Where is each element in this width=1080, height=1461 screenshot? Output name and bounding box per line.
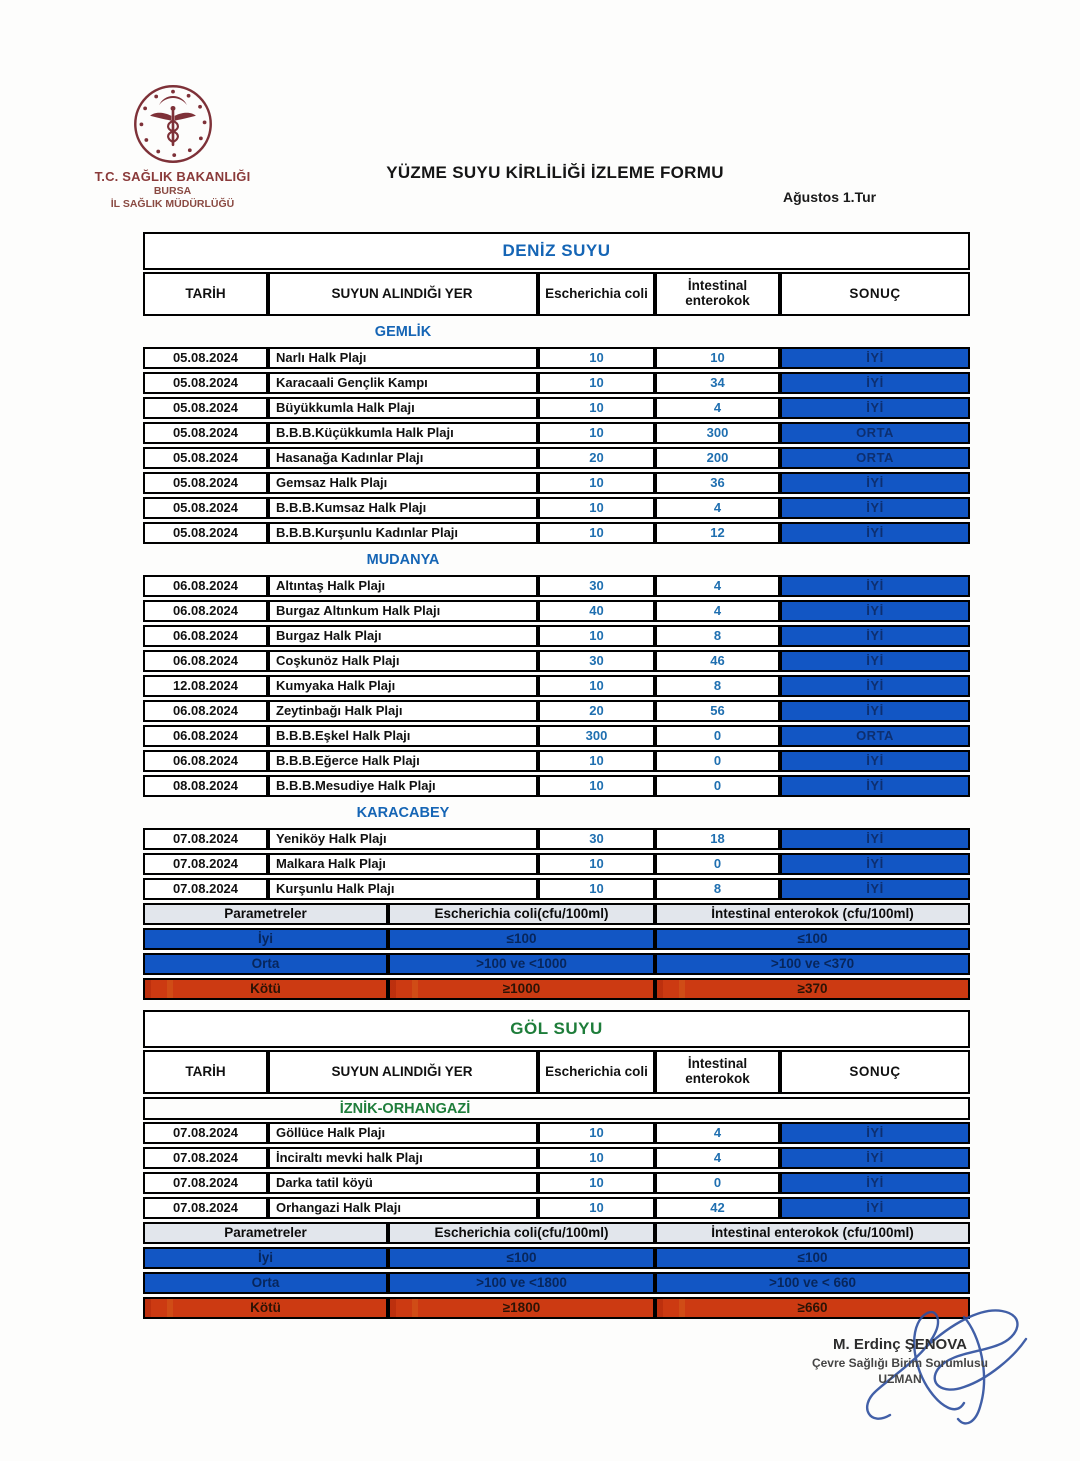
result-cell: İYİ bbox=[780, 1172, 970, 1194]
legend-header-cell: Escherichia coli(cfu/100ml) bbox=[388, 903, 655, 925]
date-cell: 06.08.2024 bbox=[143, 600, 268, 622]
data-row bbox=[143, 1122, 970, 1144]
place-cell: Burgaz Altınkum Halk Plajı bbox=[268, 600, 538, 622]
ecoli-value-cell: 10 bbox=[538, 1122, 655, 1144]
result-cell: İYİ bbox=[780, 397, 970, 419]
ecoli-value-cell: 10 bbox=[538, 675, 655, 697]
ecoli-value-cell: 30 bbox=[538, 828, 655, 850]
legend-ecoli-limit-cell: ≥1800 bbox=[388, 1297, 655, 1319]
data-row bbox=[143, 853, 970, 875]
place-cell: Kurşunlu Halk Plajı bbox=[268, 878, 538, 900]
ecoli-value-cell: 10 bbox=[538, 522, 655, 544]
place-cell: Orhangazi Halk Plajı bbox=[268, 1197, 538, 1219]
legend-category-cell: İyi bbox=[143, 1247, 388, 1269]
result-cell: İYİ bbox=[780, 347, 970, 369]
result-cell: İYİ bbox=[780, 497, 970, 519]
entero-value-cell: 4 bbox=[655, 397, 780, 419]
entero-value-cell: 56 bbox=[655, 700, 780, 722]
column-header: TARİH bbox=[143, 272, 268, 316]
entero-value-cell: 4 bbox=[655, 497, 780, 519]
ministry-logo bbox=[132, 83, 214, 165]
legend-row bbox=[143, 1272, 970, 1294]
place-cell: B.B.B.Mesudiye Halk Plajı bbox=[268, 775, 538, 797]
legend-category-cell: Orta bbox=[143, 953, 388, 975]
sea-water-table bbox=[143, 232, 970, 1003]
legend-entero-limit-cell: ≥370 bbox=[655, 978, 970, 1000]
result-cell: İYİ bbox=[780, 575, 970, 597]
date-cell: 05.08.2024 bbox=[143, 472, 268, 494]
date-cell: 06.08.2024 bbox=[143, 700, 268, 722]
place-cell: Darka tatil köyü bbox=[268, 1172, 538, 1194]
ecoli-value-cell: 10 bbox=[538, 472, 655, 494]
result-cell: ORTA bbox=[780, 447, 970, 469]
result-cell: İYİ bbox=[780, 625, 970, 647]
monitoring-period: Ağustos 1.Tur bbox=[783, 189, 877, 205]
place-cell: Zeytinbağı Halk Plajı bbox=[268, 700, 538, 722]
column-header: SUYUN ALINDIĞI YER bbox=[268, 272, 538, 316]
result-cell: İYİ bbox=[780, 750, 970, 772]
entero-value-cell: 0 bbox=[655, 853, 780, 875]
data-row bbox=[143, 1147, 970, 1169]
data-row bbox=[143, 650, 970, 672]
place-cell: B.B.B.Eğerce Halk Plajı bbox=[268, 750, 538, 772]
place-cell: Narlı Halk Plajı bbox=[268, 347, 538, 369]
legend-row bbox=[143, 1297, 970, 1319]
signer-name: M. Erdinç ŞENOVA bbox=[833, 1336, 967, 1353]
column-header: İntestinal enterokok bbox=[655, 272, 780, 316]
ecoli-value-cell: 10 bbox=[538, 397, 655, 419]
legend-ecoli-limit-cell: >100 ve <1800 bbox=[388, 1272, 655, 1294]
place-cell: Göllüce Halk Plajı bbox=[268, 1122, 538, 1144]
date-cell: 07.08.2024 bbox=[143, 1122, 268, 1144]
entero-value-cell: 8 bbox=[655, 625, 780, 647]
ecoli-value-cell: 20 bbox=[538, 447, 655, 469]
entero-value-cell: 300 bbox=[655, 422, 780, 444]
place-cell: Yeniköy Halk Plajı bbox=[268, 828, 538, 850]
legend-category-cell: İyi bbox=[143, 928, 388, 950]
district-header: MUDANYA bbox=[366, 552, 440, 568]
legend-header-cell: İntestinal enterokok (cfu/100ml) bbox=[655, 903, 970, 925]
place-cell: Karacaali Gençlik Kampı bbox=[268, 372, 538, 394]
result-cell: İYİ bbox=[780, 828, 970, 850]
date-cell: 07.08.2024 bbox=[143, 828, 268, 850]
data-row bbox=[143, 828, 970, 850]
date-cell: 05.08.2024 bbox=[143, 372, 268, 394]
date-cell: 07.08.2024 bbox=[143, 878, 268, 900]
result-cell: İYİ bbox=[780, 372, 970, 394]
data-row bbox=[143, 700, 970, 722]
result-cell: İYİ bbox=[780, 1122, 970, 1144]
ecoli-value-cell: 40 bbox=[538, 600, 655, 622]
form-title: YÜZME SUYU KİRLİLİĞİ İZLEME FORMU bbox=[386, 163, 724, 182]
legend-row bbox=[143, 978, 970, 1000]
data-row bbox=[143, 575, 970, 597]
legend-ecoli-limit-cell: ≤100 bbox=[388, 928, 655, 950]
legend-row bbox=[143, 953, 970, 975]
legend-header-cell: Parametreler bbox=[143, 1222, 388, 1244]
result-cell: İYİ bbox=[780, 472, 970, 494]
column-header: SONUÇ bbox=[780, 272, 970, 316]
entero-value-cell: 10 bbox=[655, 347, 780, 369]
directorate-name: İL SAĞLIK MÜDÜRLÜĞÜ bbox=[110, 198, 235, 210]
signer-role: Çevre Sağlığı Birim Sorumlusu bbox=[811, 1356, 989, 1370]
entero-value-cell: 18 bbox=[655, 828, 780, 850]
data-row bbox=[143, 775, 970, 797]
table-title: DENİZ SUYU bbox=[143, 232, 970, 270]
data-row bbox=[143, 1197, 970, 1219]
district-header: İZNİK-ORHANGAZİ bbox=[339, 1100, 471, 1117]
ecoli-value-cell: 10 bbox=[538, 750, 655, 772]
place-cell: Büyükkumla Halk Plajı bbox=[268, 397, 538, 419]
result-cell: İYİ bbox=[780, 878, 970, 900]
legend-header-row bbox=[143, 903, 970, 925]
district-header-row bbox=[143, 547, 970, 573]
date-cell: 05.08.2024 bbox=[143, 447, 268, 469]
ecoli-value-cell: 10 bbox=[538, 853, 655, 875]
date-cell: 08.08.2024 bbox=[143, 775, 268, 797]
place-cell: Burgaz Halk Plajı bbox=[268, 625, 538, 647]
ministry-name: T.C. SAĞLIK BAKANLIĞI bbox=[94, 169, 251, 184]
district-header-row bbox=[143, 1097, 970, 1120]
date-cell: 05.08.2024 bbox=[143, 397, 268, 419]
date-cell: 06.08.2024 bbox=[143, 625, 268, 647]
result-cell: ORTA bbox=[780, 422, 970, 444]
date-cell: 06.08.2024 bbox=[143, 750, 268, 772]
caduceus-icon bbox=[150, 96, 196, 146]
ecoli-value-cell: 10 bbox=[538, 1147, 655, 1169]
data-row bbox=[143, 522, 970, 544]
result-cell: İYİ bbox=[780, 1147, 970, 1169]
legend-entero-limit-cell: >100 ve < 660 bbox=[655, 1272, 970, 1294]
place-cell: Gemsaz Halk Plajı bbox=[268, 472, 538, 494]
legend-header-row bbox=[143, 1222, 970, 1244]
place-cell: Altıntaş Halk Plajı bbox=[268, 575, 538, 597]
legend-category-cell: Kötü bbox=[143, 978, 388, 1000]
legend-header-cell: Parametreler bbox=[143, 903, 388, 925]
data-row bbox=[143, 878, 970, 900]
place-cell: İnciraltı mevki halk Plajı bbox=[268, 1147, 538, 1169]
entero-value-cell: 4 bbox=[655, 1122, 780, 1144]
place-cell: B.B.B.Kumsaz Halk Plajı bbox=[268, 497, 538, 519]
place-cell: B.B.B.Küçükkumla Halk Plajı bbox=[268, 422, 538, 444]
result-cell: İYİ bbox=[780, 675, 970, 697]
data-row bbox=[143, 422, 970, 444]
result-cell: İYİ bbox=[780, 1197, 970, 1219]
date-cell: 05.08.2024 bbox=[143, 497, 268, 519]
column-header-row bbox=[143, 1050, 970, 1094]
ecoli-value-cell: 300 bbox=[538, 725, 655, 747]
data-row bbox=[143, 397, 970, 419]
legend-ecoli-limit-cell: ≤100 bbox=[388, 1247, 655, 1269]
date-cell: 12.08.2024 bbox=[143, 675, 268, 697]
place-cell: Hasanağa Kadınlar Plajı bbox=[268, 447, 538, 469]
entero-value-cell: 0 bbox=[655, 725, 780, 747]
data-row bbox=[143, 625, 970, 647]
column-header: İntestinal enterokok bbox=[655, 1050, 780, 1094]
ecoli-value-cell: 10 bbox=[538, 1172, 655, 1194]
date-cell: 05.08.2024 bbox=[143, 522, 268, 544]
district-header: KARACABEY bbox=[356, 805, 450, 821]
result-cell: İYİ bbox=[780, 853, 970, 875]
date-cell: 06.08.2024 bbox=[143, 575, 268, 597]
ecoli-value-cell: 10 bbox=[538, 775, 655, 797]
entero-value-cell: 0 bbox=[655, 750, 780, 772]
ecoli-value-cell: 10 bbox=[538, 625, 655, 647]
entero-value-cell: 36 bbox=[655, 472, 780, 494]
legend-header-cell: İntestinal enterokok (cfu/100ml) bbox=[655, 1222, 970, 1244]
legend-entero-limit-cell: ≥660 bbox=[655, 1297, 970, 1319]
district-header: GEMLİK bbox=[374, 324, 432, 340]
date-cell: 05.08.2024 bbox=[143, 422, 268, 444]
date-cell: 06.08.2024 bbox=[143, 725, 268, 747]
entero-value-cell: 0 bbox=[655, 1172, 780, 1194]
data-row bbox=[143, 750, 970, 772]
entero-value-cell: 4 bbox=[655, 600, 780, 622]
place-cell: Malkara Halk Plajı bbox=[268, 853, 538, 875]
data-row bbox=[143, 725, 970, 747]
ecoli-value-cell: 10 bbox=[538, 497, 655, 519]
legend-header-cell: Escherichia coli(cfu/100ml) bbox=[388, 1222, 655, 1244]
result-cell: İYİ bbox=[780, 522, 970, 544]
ecoli-value-cell: 10 bbox=[538, 347, 655, 369]
district-header-row bbox=[143, 319, 970, 345]
entero-value-cell: 8 bbox=[655, 675, 780, 697]
legend-entero-limit-cell: ≤100 bbox=[655, 928, 970, 950]
place-cell: Kumyaka Halk Plajı bbox=[268, 675, 538, 697]
place-cell: B.B.B.Eşkel Halk Plajı bbox=[268, 725, 538, 747]
lake-water-table bbox=[143, 1010, 970, 1322]
legend-ecoli-limit-cell: ≥1000 bbox=[388, 978, 655, 1000]
place-cell: B.B.B.Kurşunlu Kadınlar Plajı bbox=[268, 522, 538, 544]
data-row bbox=[143, 472, 970, 494]
column-header: Escherichia coli bbox=[538, 1050, 655, 1094]
data-row bbox=[143, 600, 970, 622]
table-title: GÖL SUYU bbox=[143, 1010, 970, 1048]
ecoli-value-cell: 10 bbox=[538, 372, 655, 394]
data-row bbox=[143, 675, 970, 697]
legend-ecoli-limit-cell: >100 ve <1000 bbox=[388, 953, 655, 975]
date-cell: 07.08.2024 bbox=[143, 1147, 268, 1169]
legend-row bbox=[143, 1247, 970, 1269]
date-cell: 07.08.2024 bbox=[143, 853, 268, 875]
column-header: SUYUN ALINDIĞI YER bbox=[268, 1050, 538, 1094]
date-cell: 06.08.2024 bbox=[143, 650, 268, 672]
letterhead bbox=[60, 83, 285, 210]
entero-value-cell: 8 bbox=[655, 878, 780, 900]
legend-category-cell: Kötü bbox=[143, 1297, 388, 1319]
data-row bbox=[143, 447, 970, 469]
result-cell: İYİ bbox=[780, 650, 970, 672]
data-row bbox=[143, 372, 970, 394]
ecoli-value-cell: 20 bbox=[538, 700, 655, 722]
date-cell: 07.08.2024 bbox=[143, 1197, 268, 1219]
province-name: BURSA bbox=[153, 185, 192, 197]
district-header-row bbox=[143, 800, 970, 826]
legend-entero-limit-cell: >100 ve <370 bbox=[655, 953, 970, 975]
result-cell: İYİ bbox=[780, 775, 970, 797]
result-cell: İYİ bbox=[780, 600, 970, 622]
signer-title: UZMAN bbox=[878, 1372, 922, 1386]
date-cell: 07.08.2024 bbox=[143, 1172, 268, 1194]
entero-value-cell: 12 bbox=[655, 522, 780, 544]
legend-row bbox=[143, 928, 970, 950]
entero-value-cell: 42 bbox=[655, 1197, 780, 1219]
legend-entero-limit-cell: ≤100 bbox=[655, 1247, 970, 1269]
entero-value-cell: 46 bbox=[655, 650, 780, 672]
column-header-row bbox=[143, 272, 970, 316]
column-header: Escherichia coli bbox=[538, 272, 655, 316]
legend-category-cell: Orta bbox=[143, 1272, 388, 1294]
ecoli-value-cell: 30 bbox=[538, 650, 655, 672]
ecoli-value-cell: 10 bbox=[538, 878, 655, 900]
data-row bbox=[143, 1172, 970, 1194]
entero-value-cell: 34 bbox=[655, 372, 780, 394]
place-cell: Coşkunöz Halk Plajı bbox=[268, 650, 538, 672]
entero-value-cell: 4 bbox=[655, 1147, 780, 1169]
column-header: TARİH bbox=[143, 1050, 268, 1094]
data-row bbox=[143, 347, 970, 369]
entero-value-cell: 0 bbox=[655, 775, 780, 797]
entero-value-cell: 4 bbox=[655, 575, 780, 597]
result-cell: İYİ bbox=[780, 700, 970, 722]
entero-value-cell: 200 bbox=[655, 447, 780, 469]
signature-block bbox=[750, 1336, 1050, 1386]
date-cell: 05.08.2024 bbox=[143, 347, 268, 369]
ecoli-value-cell: 10 bbox=[538, 422, 655, 444]
column-header: SONUÇ bbox=[780, 1050, 970, 1094]
result-cell: ORTA bbox=[780, 725, 970, 747]
data-row bbox=[143, 497, 970, 519]
ecoli-value-cell: 10 bbox=[538, 1197, 655, 1219]
ecoli-value-cell: 30 bbox=[538, 575, 655, 597]
